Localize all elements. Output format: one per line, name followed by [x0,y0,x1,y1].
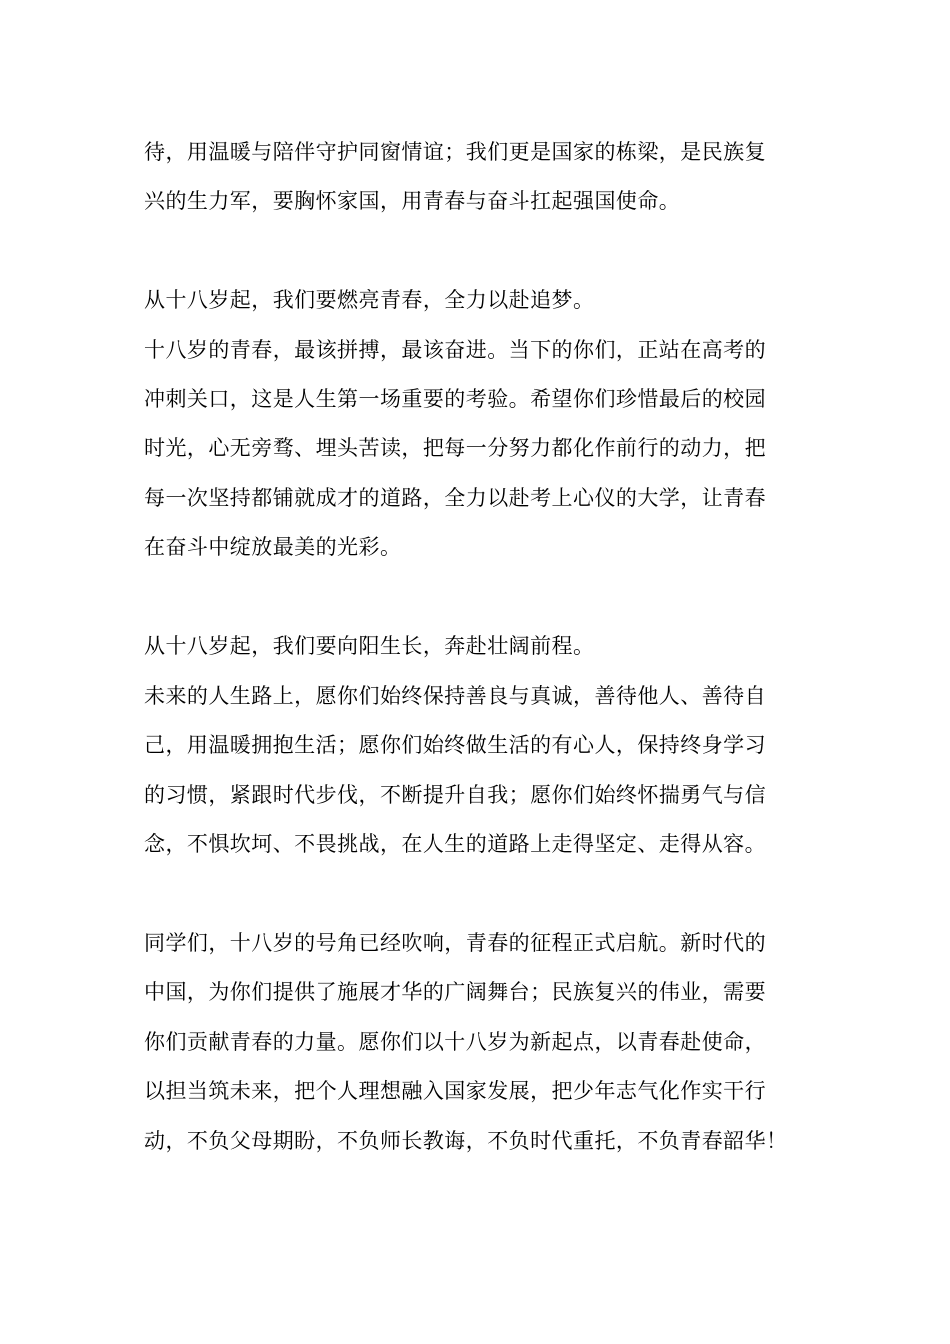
paragraph-2-heading: 从十八岁起，我们要燃亮青春，全力以赴追梦。 [144,288,595,312]
paragraph-3-line-3: 己，用温暖拥抱生活；愿你们始终做生活的有心人，保持终身学习 [144,733,767,757]
paragraph-2-line-3: 冲刺关口，这是人生第一场重要的考验。希望你们珍惜最后的校园 [144,387,767,411]
paragraph-3-line-4: 的习惯，紧跟时代步伐，不断提升自我；愿你们始终怀揣勇气与信 [144,783,767,807]
paragraph-3-line-5: 念，不惧坎坷、不畏挑战，在人生的道路上走得坚定、走得从容。 [144,832,767,856]
paragraph-4-line-2: 中国，为你们提供了施展才华的广阔舞台；民族复兴的伟业，需要 [144,980,767,1004]
paragraph-4-line-3: 你们贡献青春的力量。愿你们以十八岁为新起点，以青春赴使命， [144,1030,767,1054]
paragraph-1-line-2: 兴的生力军，要胸怀家国，用青春与奋斗扛起强国使命。 [144,189,681,213]
paragraph-2-line-4: 时光，心无旁骛、埋头苦读，把每一分努力都化作前行的动力，把 [144,436,767,460]
paragraph-3-heading: 从十八岁起，我们要向阳生长，奔赴壮阔前程。 [144,634,595,658]
paragraph-4-line-4: 以担当筑未来，把个人理想融入国家发展，把少年志气化作实干行 [144,1079,767,1103]
paragraph-2-line-6: 在奋斗中绽放最美的光彩。 [144,535,402,559]
paragraph-4-line-5: 动，不负父母期盼，不负师长教诲，不负时代重托，不负青春韶华！ [144,1129,788,1153]
paragraph-3-line-2: 未来的人生路上，愿你们始终保持善良与真诚，善待他人、善待自 [144,684,767,708]
paragraph-1-line-1: 待，用温暖与陪伴守护同窗情谊；我们更是国家的栋梁，是民族复 [144,140,767,164]
paragraph-2-line-5: 每一次坚持都铺就成才的道路，全力以赴考上心仪的大学，让青春 [144,486,767,510]
paragraph-2-line-2: 十八岁的青春，最该拼搏，最该奋进。当下的你们，正站在高考的 [144,338,767,362]
paragraph-4-line-1: 同学们，十八岁的号角已经吹响，青春的征程正式启航。新时代的 [144,931,767,955]
